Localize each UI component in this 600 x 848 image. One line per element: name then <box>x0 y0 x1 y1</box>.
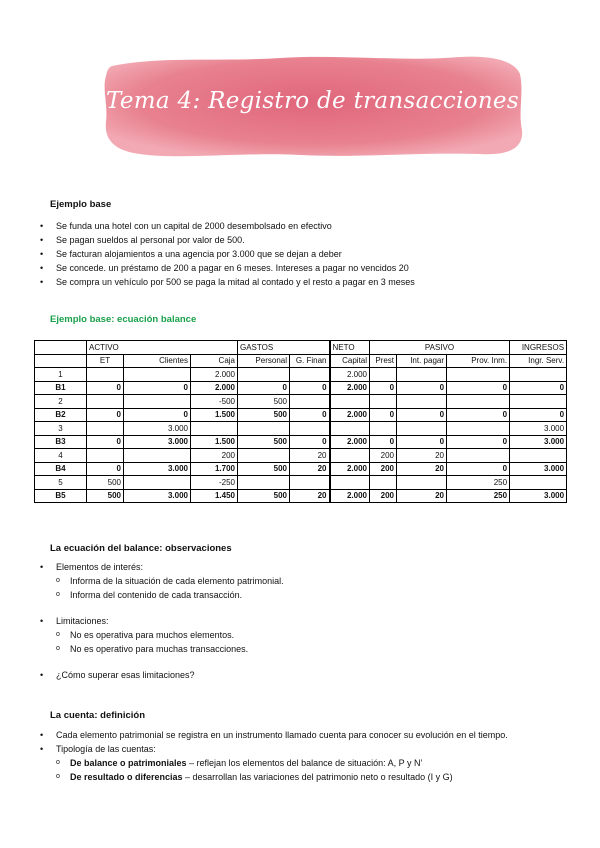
page-title: Tema 4: Registro de transacciones <box>106 88 519 114</box>
table-cell <box>238 422 290 436</box>
table-row <box>35 368 567 382</box>
table-cell <box>330 449 370 463</box>
table-cell <box>191 422 238 436</box>
group-pasivo: PASIVO <box>370 341 510 355</box>
table-cell <box>447 449 510 463</box>
group-gastos: GASTOS <box>238 341 330 355</box>
col-header: Prest <box>370 354 397 368</box>
list-item: • ¿Cómo superar esas limitaciones? <box>40 668 195 682</box>
col-header: ET <box>87 354 124 368</box>
col-header: Clientes <box>124 354 191 368</box>
table-cell: 0 <box>447 408 510 422</box>
table-cell <box>87 368 124 382</box>
table-cell <box>87 449 124 463</box>
table-cell: 0 <box>238 381 290 395</box>
col-header: Personal <box>238 354 290 368</box>
table-cell: 200 <box>370 449 397 463</box>
table-cell <box>447 395 510 409</box>
table-cell <box>397 476 447 490</box>
sub-list-item <box>40 770 508 784</box>
table-cell: 500 <box>238 408 290 422</box>
sub-list-item <box>40 756 508 770</box>
col-header: Capital <box>330 354 370 368</box>
table-cell: 2.000 <box>330 368 370 382</box>
table-cell <box>447 368 510 382</box>
section-title-ejemplo-base: Ejemplo base <box>50 199 112 210</box>
table-cell: 2.000 <box>330 408 370 422</box>
table-cell <box>124 476 191 490</box>
table-cell: 500 <box>87 476 124 490</box>
table-cell <box>510 368 567 382</box>
table-row <box>35 381 567 395</box>
table-cell: 0 <box>87 462 124 476</box>
table-cell: 0 <box>370 408 397 422</box>
table-cell: 1.700 <box>191 462 238 476</box>
table-cell: 3.000 <box>510 462 567 476</box>
table-cell <box>238 449 290 463</box>
table-cell: 2.000 <box>191 368 238 382</box>
table-cell: 200 <box>191 449 238 463</box>
table-cell <box>87 395 124 409</box>
table-cell: 2.000 <box>191 381 238 395</box>
table-cell: 20 <box>290 489 330 503</box>
row-label: 3 <box>35 422 87 436</box>
sub-list-item: o No es operativa para muchos elementos. <box>40 628 248 642</box>
tipo-balance-desc: – reflejan los elementos del balance de situación: A, P y N’ <box>186 758 423 768</box>
row-label: B2 <box>35 408 87 422</box>
table-cell: 0 <box>397 408 447 422</box>
col-header: Caja <box>191 354 238 368</box>
table-cell <box>124 368 191 382</box>
table-cell: -250 <box>191 476 238 490</box>
table-cell: 20 <box>397 489 447 503</box>
row-label: B4 <box>35 462 87 476</box>
group-header-row <box>35 341 567 355</box>
table-cell <box>397 368 447 382</box>
table-cell <box>290 395 330 409</box>
sub-list-item: o No es operativo para muchas transacciones. <box>40 642 248 656</box>
table-cell: 500 <box>238 395 290 409</box>
table-cell: 2.000 <box>330 462 370 476</box>
table-cell: 0 <box>510 408 567 422</box>
cuenta-list <box>40 728 508 784</box>
table-cell: 1.500 <box>191 408 238 422</box>
group-neto: NETO <box>330 341 370 355</box>
table-cell: 250 <box>447 489 510 503</box>
table-cell: 1.450 <box>191 489 238 503</box>
table-cell: 500 <box>238 489 290 503</box>
list-item: • Limitaciones: <box>40 614 248 628</box>
table-cell: 500 <box>238 462 290 476</box>
list-item: • Se concede. un préstamo de 200 a pagar en 6 meses. Intereses a pagar no vencidos 20 <box>40 261 415 275</box>
balance-equation-table <box>34 340 567 503</box>
table-cell <box>510 395 567 409</box>
table-cell: 0 <box>290 381 330 395</box>
table-cell <box>370 476 397 490</box>
table-row <box>35 462 567 476</box>
observaciones-list <box>40 560 284 602</box>
sub-list-item: o Informa de la situación de cada elemento patrimonial. <box>40 574 284 588</box>
list-item: • Se funda una hotel con un capital de 2000 desembolsado en efectivo <box>40 219 415 233</box>
section-title-cuenta: La cuenta: definición <box>50 710 146 721</box>
table-cell <box>330 395 370 409</box>
list-item: • Se facturan alojamientos a una agencia por 3.000 que se dejan a deber <box>40 247 415 261</box>
list-item: • Tipología de las cuentas: <box>40 742 508 756</box>
table-cell: 3.000 <box>510 422 567 436</box>
row-label: B3 <box>35 435 87 449</box>
table-cell: 2.000 <box>330 489 370 503</box>
table-cell: 200 <box>370 462 397 476</box>
table-cell <box>238 368 290 382</box>
table-cell <box>290 422 330 436</box>
tipo-resultado-bold: De resultado o diferencias <box>70 772 183 782</box>
table-cell: 2.000 <box>330 381 370 395</box>
table-cell: 3.000 <box>124 489 191 503</box>
table-cell <box>370 395 397 409</box>
table-cell <box>290 476 330 490</box>
tipo-resultado-desc: – desarrollan las variaciones del patrimonio neto o resultado (I y G) <box>182 772 453 782</box>
table-cell: 2.000 <box>330 435 370 449</box>
table-cell: 0 <box>370 435 397 449</box>
pregunta-list <box>40 668 195 682</box>
sub-list-item: o Informa del contenido de cada transacción. <box>40 588 284 602</box>
table-cell <box>510 449 567 463</box>
table-cell <box>370 422 397 436</box>
col-header: Int. pagar <box>397 354 447 368</box>
col-header: Prov. Inm. <box>447 354 510 368</box>
table-cell: 3.000 <box>510 489 567 503</box>
table-cell <box>290 368 330 382</box>
table-cell: 20 <box>290 462 330 476</box>
table-cell <box>87 422 124 436</box>
col-header: G. Finan <box>290 354 330 368</box>
table-cell: 20 <box>397 462 447 476</box>
table-cell <box>447 422 510 436</box>
table-cell <box>510 476 567 490</box>
table-cell: 3.000 <box>124 435 191 449</box>
row-label: B5 <box>35 489 87 503</box>
table-cell: 1.500 <box>191 435 238 449</box>
table-cell: 0 <box>87 381 124 395</box>
list-item: • Cada elemento patrimonial se registra en un instrumento llamado cuenta para conocer su evolución en el tiempo. <box>40 728 508 742</box>
section-title-observaciones: La ecuación del balance: observaciones <box>50 543 232 554</box>
table-row <box>35 476 567 490</box>
row-label: 5 <box>35 476 87 490</box>
table-cell: 0 <box>124 408 191 422</box>
table-cell: 500 <box>238 435 290 449</box>
table-row <box>35 435 567 449</box>
list-item: • Elementos de interés: <box>40 560 284 574</box>
row-label: 2 <box>35 395 87 409</box>
table-cell: 0 <box>124 381 191 395</box>
table-cell: 0 <box>370 381 397 395</box>
table-row <box>35 489 567 503</box>
table-cell: 3.000 <box>510 435 567 449</box>
table-cell: 0 <box>447 462 510 476</box>
row-label: B1 <box>35 381 87 395</box>
table-cell: 20 <box>290 449 330 463</box>
ejemplo-base-list <box>40 219 415 289</box>
table-cell: 0 <box>397 435 447 449</box>
title-banner <box>100 52 525 162</box>
table-row <box>35 408 567 422</box>
table-cell: 500 <box>87 489 124 503</box>
table-cell <box>397 395 447 409</box>
table-cell <box>124 449 191 463</box>
table-row <box>35 422 567 436</box>
group-ingresos: INGRESOS <box>510 341 567 355</box>
table-cell: 0 <box>290 408 330 422</box>
table-cell: 0 <box>87 435 124 449</box>
table-cell <box>330 422 370 436</box>
table-cell: 250 <box>447 476 510 490</box>
table-cell: 3.000 <box>124 422 191 436</box>
table-cell: 0 <box>510 381 567 395</box>
balance-table-body <box>35 368 567 503</box>
list-item: • Se pagan sueldos al personal por valor de 500. <box>40 233 415 247</box>
table-cell: 0 <box>397 381 447 395</box>
table-cell <box>397 422 447 436</box>
section-title-ecuacion-balance: Ejemplo base: ecuación balance <box>50 314 197 325</box>
table-cell: 3.000 <box>124 462 191 476</box>
table-row <box>35 395 567 409</box>
col-header: Ingr. Serv. <box>510 354 567 368</box>
table-cell <box>370 368 397 382</box>
table-cell: 0 <box>290 435 330 449</box>
table-cell <box>330 476 370 490</box>
group-activo: ACTIVO <box>87 341 238 355</box>
table-cell <box>124 395 191 409</box>
table-cell: 0 <box>87 408 124 422</box>
table-cell: 200 <box>370 489 397 503</box>
table-cell <box>238 476 290 490</box>
table-cell: -500 <box>191 395 238 409</box>
table-row <box>35 449 567 463</box>
column-header-row <box>35 354 567 368</box>
list-item: • Se compra un vehículo por 500 se paga la mitad al contado y el resto a pagar en 3 meses <box>40 275 415 289</box>
limitaciones-list <box>40 614 248 656</box>
tipo-balance-bold: De balance o patrimoniales <box>70 758 187 768</box>
table-cell: 0 <box>447 381 510 395</box>
table-cell: 0 <box>447 435 510 449</box>
table-cell: 20 <box>397 449 447 463</box>
row-label: 4 <box>35 449 87 463</box>
row-label: 1 <box>35 368 87 382</box>
